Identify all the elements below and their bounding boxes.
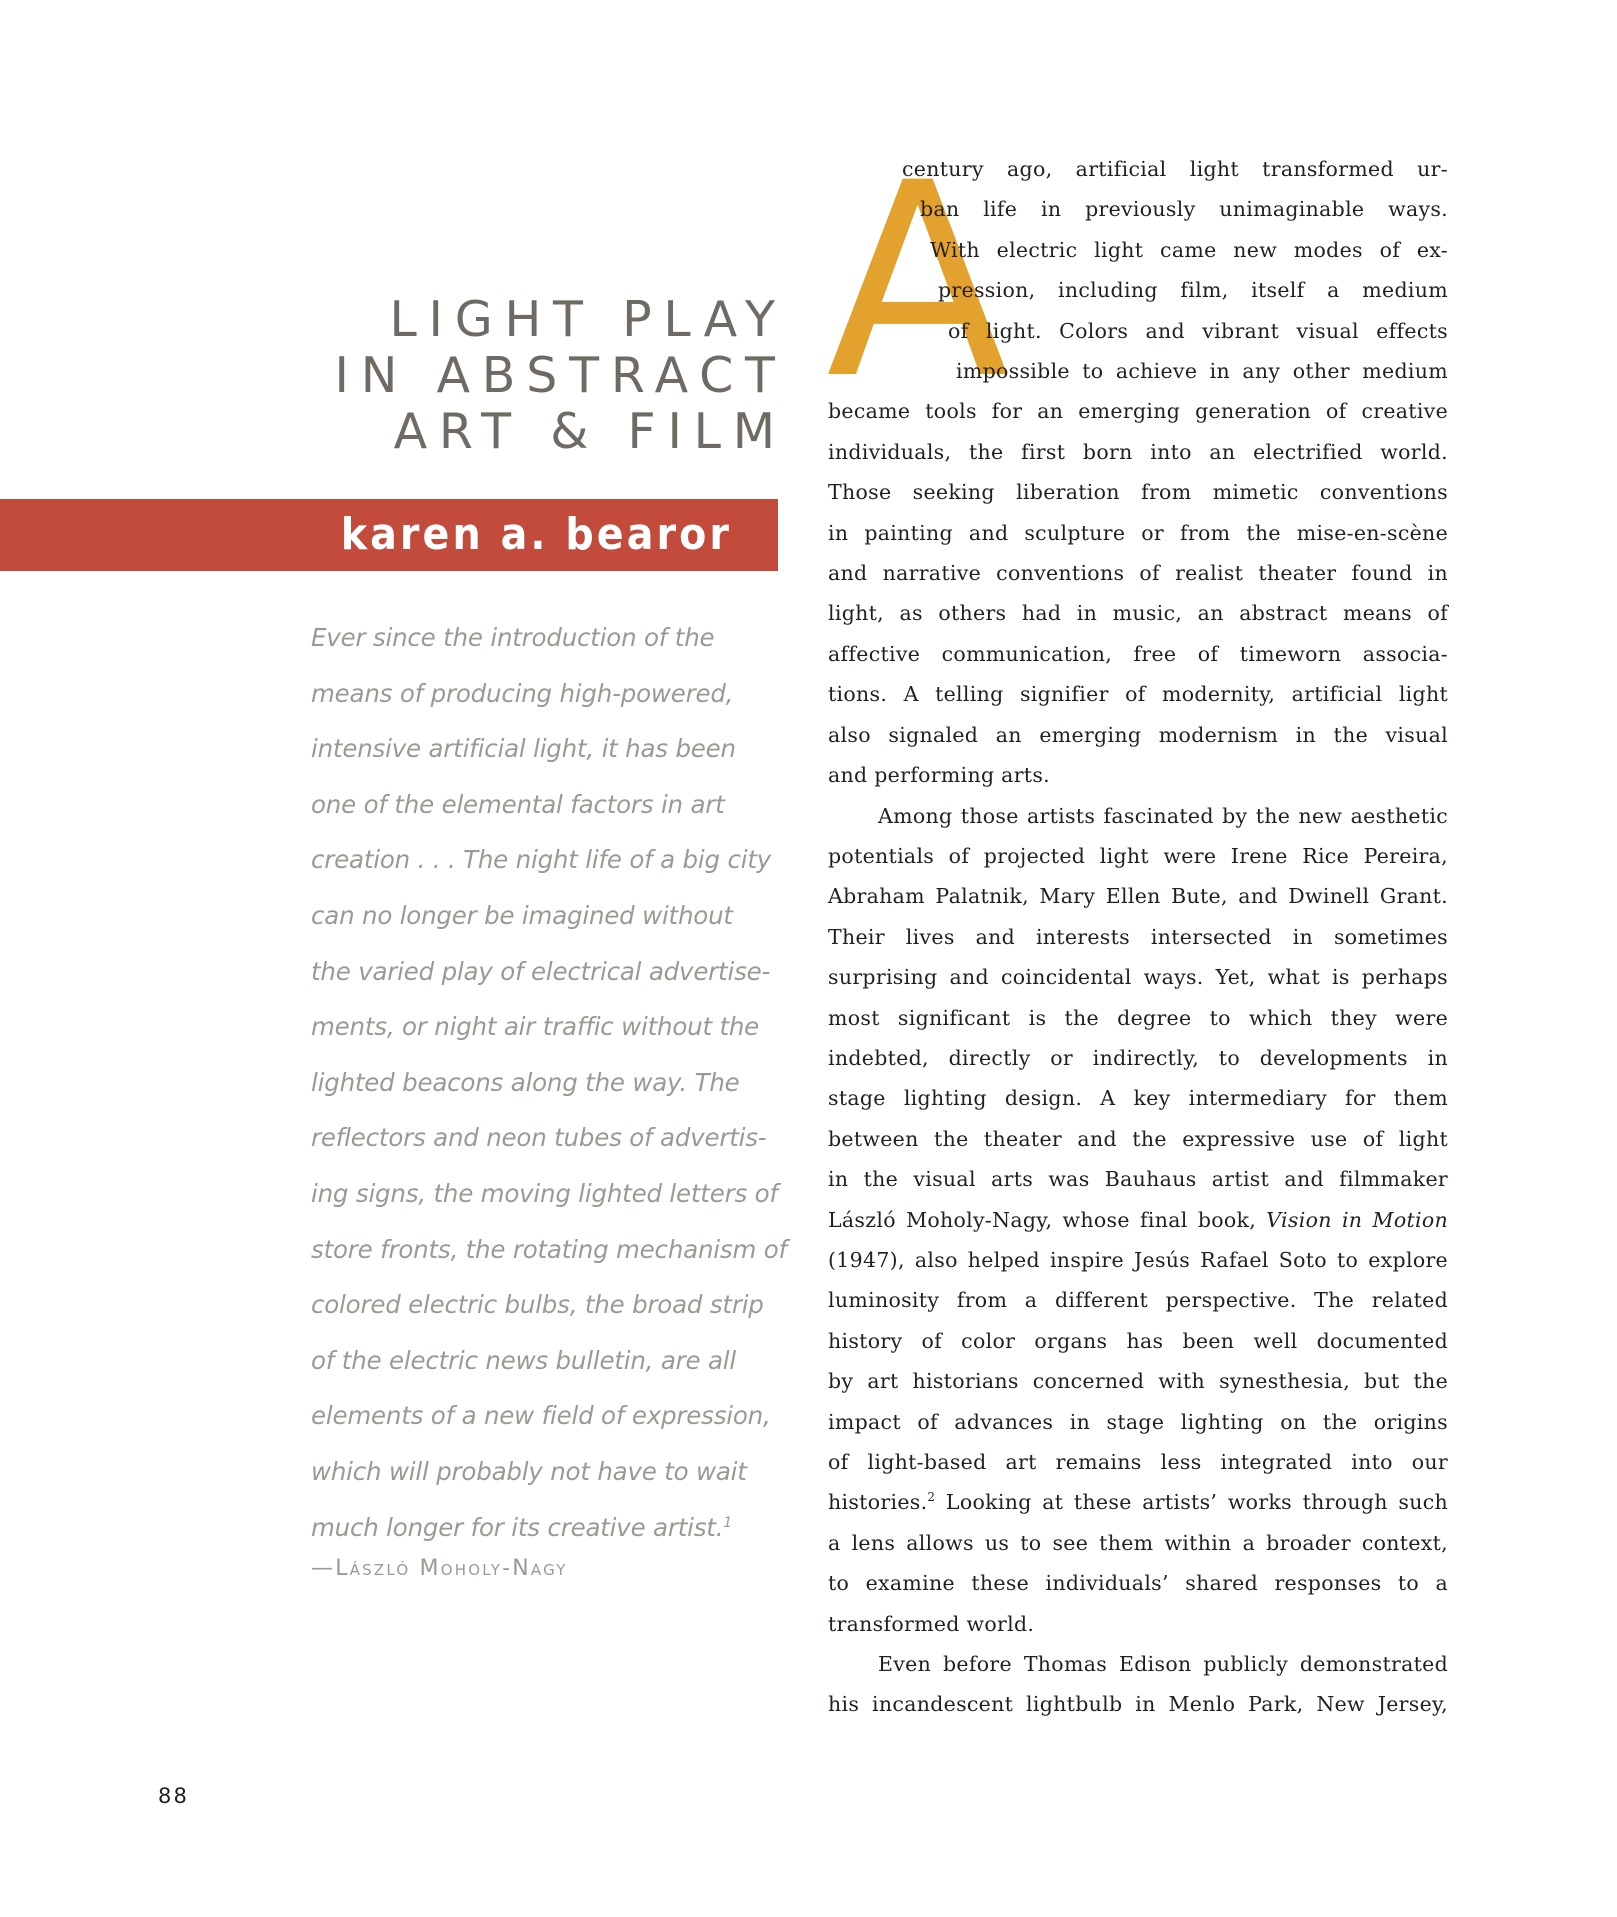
body-line: became tools for an emerging generation of creative — [828, 399, 1448, 424]
drop-cap: A — [826, 126, 1010, 438]
body-line: light, as others had in music, an abstract means of — [828, 601, 1448, 626]
body-line: in painting and sculpture or from the mise-en-scène — [828, 520, 1448, 545]
body-line: potentials of projected light were Irene Rice Pereira, — [828, 843, 1448, 868]
body-line: (1947), also helped inspire Jesús Rafael Soto to explore — [828, 1247, 1448, 1272]
body-line: century ago, artificial light transformed ur- — [902, 157, 1448, 181]
epigraph-line: can no longer be imagined without — [311, 900, 733, 930]
paragraph-3 — [828, 1644, 1448, 1725]
epigraph-line: the varied play of electrical advertise- — [311, 956, 771, 986]
epigraph-attribution: —László Moholy-Nagy — [311, 1556, 568, 1581]
title-line: LIGHT PLAY — [389, 291, 787, 348]
epigraph-line: ing signs, the moving lighted letters of — [311, 1178, 778, 1208]
author-banner — [0, 499, 778, 571]
body-line: stage lighting design. A key intermediary for them — [828, 1086, 1448, 1111]
body-line: in the visual arts was Bauhaus artist and filmmaker — [828, 1167, 1448, 1192]
body-line: Among those artists fascinated by the new aesthetic — [878, 803, 1448, 828]
body-line: surprising and coincidental ways. Yet, what is perhaps — [828, 965, 1448, 990]
body-line: between the theater and the expressive use of light — [828, 1126, 1448, 1151]
body-line: individuals, the first born into an electrified world. — [828, 439, 1448, 464]
body-line: transformed world. — [828, 1611, 1035, 1636]
body-line: Those seeking liberation from mimetic conventions — [828, 480, 1448, 505]
body-line: With electric light came new modes of ex- — [930, 237, 1448, 262]
epigraph-line: reflectors and neon tubes of advertis- — [311, 1123, 767, 1153]
epigraph-line: store fronts, the rotating mechanism of — [311, 1234, 787, 1264]
body-line: his incandescent lightbulb in Menlo Park, New Jersey, — [828, 1692, 1448, 1717]
footnote-marker[interactable]: 1 — [723, 1514, 733, 1531]
body-line: tions. A telling signifier of modernity, artificial light — [828, 682, 1448, 707]
epigraph-line: elements of a new field of expression, — [311, 1401, 771, 1431]
epigraph-line: creation . . . The night life of a big city — [311, 845, 772, 875]
body-line: of light-based art remains less integrated into our — [828, 1450, 1448, 1474]
body-text-run: Looking at these artists’ works through such — [935, 1490, 1448, 1515]
body-line: of light. Colors and vibrant visual effects — [948, 318, 1448, 343]
body-line: and performing arts. — [828, 763, 1050, 788]
body-line: pression, including film, itself a medium — [938, 278, 1448, 303]
footnote-marker[interactable]: 2 — [927, 1490, 936, 1505]
body-line-with-note — [828, 1482, 1448, 1522]
body-line: Their lives and interests intersected in sometimes — [828, 924, 1448, 949]
book-title: Vision in Motion — [1266, 1207, 1448, 1232]
body-line: history of color organs has been well documented — [828, 1328, 1448, 1353]
body-line: luminosity from a different perspective. The related — [828, 1288, 1448, 1313]
body-line: impossible to achieve in any other medium — [956, 359, 1448, 384]
epigraph-line: Ever since the introduction of the — [311, 623, 715, 652]
epigraph-line-last — [311, 1500, 735, 1556]
body-line: most significant is the degree to which they were — [828, 1005, 1448, 1030]
epigraph-line: colored electric bulbs, the broad strip — [311, 1290, 764, 1320]
epigraph-line-text: much longer for its creative artist. — [311, 1512, 724, 1542]
body-line: a lens allows us to see them within a broader context, — [828, 1530, 1448, 1555]
article-title — [180, 291, 787, 460]
page-number: 88 — [158, 1784, 189, 1808]
body-line: affective communication, free of timeworn associa- — [828, 641, 1448, 666]
body-line: indebted, directly or indirectly, to developments in — [828, 1045, 1448, 1070]
body-line-with-title — [828, 1200, 1448, 1240]
body-line: also signaled an emerging modernism in the visual — [828, 722, 1448, 747]
body-line: impact of advances in stage lighting on the origins — [828, 1409, 1448, 1434]
body-line: ban life in previously unimaginable ways. — [920, 197, 1448, 222]
epigraph-line: one of the elemental factors in art — [311, 789, 725, 819]
author-name: karen a. bearor — [340, 509, 732, 560]
body-text-run: histories. — [828, 1490, 928, 1515]
paragraph-2 — [828, 796, 1448, 1645]
paragraph-1 — [826, 126, 1448, 796]
body-text-run: László Moholy-Nagy, whose final book, — [828, 1207, 1267, 1232]
article-body — [826, 126, 1448, 1725]
epigraph-line: means of producing high-powered, — [311, 678, 734, 708]
epigraph-line: lighted beacons along the way. The — [311, 1067, 740, 1097]
body-line: to examine these individuals’ shared responses to a — [828, 1571, 1448, 1596]
epigraph-line: of the electric news bulletin, are all — [311, 1345, 737, 1375]
epigraph-line: intensive artificial light, it has been — [311, 734, 736, 764]
body-line: by art historians concerned with synesthesia, but the — [828, 1369, 1448, 1394]
epigraph-text — [311, 610, 787, 1555]
body-line: Even before Thomas Edison publicly demonstrated — [878, 1652, 1448, 1677]
body-line: Abraham Palatnik, Mary Ellen Bute, and Dwinell Grant. — [828, 884, 1448, 909]
epigraph-line: ments, or night air traffic without the — [311, 1012, 760, 1042]
title-line: ART & FILM — [393, 403, 787, 460]
title-line: IN ABSTRACT — [334, 347, 787, 404]
epigraph-quote — [311, 610, 787, 1555]
epigraph-line: which will probably not have to wait — [311, 1456, 747, 1486]
body-line: and narrative conventions of realist theater found in — [828, 561, 1448, 586]
